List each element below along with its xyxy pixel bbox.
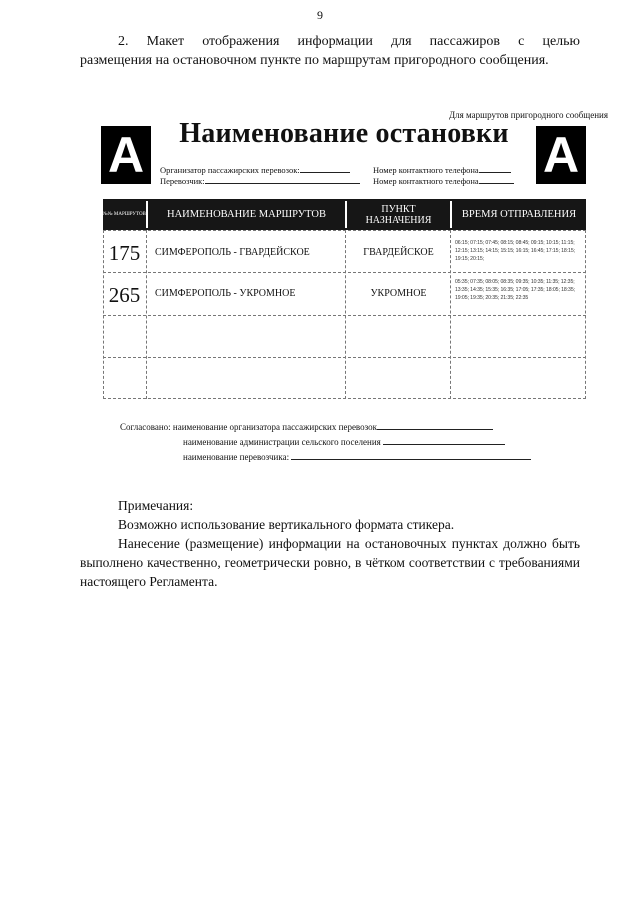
route-name: СИМФЕРОПОЛЬ - УКРОМНОЕ <box>155 288 296 299</box>
notes-paragraph-2: Нанесение (размещение) информации на остановочных пунктах должно быть выполнено качественно, геометрически ровно, в чётком соответствии с требованиями настоящего Регламента. <box>80 536 580 589</box>
organizer-blank <box>300 165 350 173</box>
route-table <box>103 199 586 399</box>
agreed-administration-blank <box>383 437 505 445</box>
notes <box>80 496 580 591</box>
agreed-organizer-blank <box>377 422 493 430</box>
agreed-administration: наименование администрации сельского поселения <box>183 437 381 447</box>
agreed-carrier: наименование перевозчика: <box>183 452 290 462</box>
organizer-line <box>160 165 350 175</box>
header-route-number: №№ МАРШРУТОВ <box>103 211 146 217</box>
stop-letter-left: A <box>101 126 151 184</box>
header-destination <box>347 199 450 230</box>
notes-title: Примечания: <box>118 498 194 513</box>
phone-label-1: Номер контактного телефона <box>373 165 479 175</box>
column-divider <box>146 230 147 399</box>
departure-times: 06:15; 07:15; 07:45; 08:15; 08:45; 09:15; 10:15; 11:15; 12:15; 13:15; 14:15; 15:15; 16:15; 16:45; 17:15; 18:15; 19:15; 20:15; <box>455 240 575 262</box>
agreed-organizer: наименование организатора пассажирских перевозок <box>172 422 377 432</box>
carrier-line <box>160 176 360 186</box>
carrier-blank <box>205 176 360 184</box>
stop-title: Наименование остановки <box>179 118 509 149</box>
section-heading-line-1: 2. Макет отображения информации для пассажиров с целью <box>118 34 580 49</box>
carrier-label: Перевозчик: <box>160 176 205 186</box>
column-divider <box>345 230 346 399</box>
organizer-label: Организатор пассажирских перевозок: <box>160 165 300 175</box>
column-divider <box>450 230 451 399</box>
section-heading <box>80 32 580 70</box>
route-name: СИМФЕРОПОЛЬ - ГВАРДЕЙСКОЕ <box>155 247 310 258</box>
agreed-line-1 <box>120 422 493 432</box>
agreed-line-2 <box>183 437 505 447</box>
phone-blank-2 <box>479 176 514 184</box>
header-route-name: НАИМЕНОВАНИЕ МАРШРУТОВ <box>166 209 327 220</box>
header-destination-line-2: НАЗНАЧЕНИЯ <box>365 214 432 226</box>
route-number: 265 <box>108 283 141 307</box>
route-number: 175 <box>108 241 141 265</box>
departure-times: 05:35; 07:35; 08:05; 08:35; 09:35; 10:35; 11:35; 12:35; 13:35; 14:35; 15:35; 16:35; 17:05; 17:35; 18:05; 18:35; 19:05; 19:35; 20:35; 21:35; 22:35 <box>455 279 575 301</box>
phone-line-1 <box>373 165 511 175</box>
agreed-line-3 <box>183 452 531 462</box>
phone-blank-1 <box>479 165 511 173</box>
phone-line-2 <box>373 176 514 186</box>
table-header <box>103 199 586 230</box>
route-type-note: Для маршрутов пригородного сообщения <box>449 110 608 120</box>
agreed-prefix: Согласовано: <box>120 422 171 432</box>
route-destination: ГВАРДЕЙСКОЕ <box>363 247 434 258</box>
agreed-carrier-blank <box>291 452 531 460</box>
phone-label-2: Номер контактного телефона <box>373 176 479 186</box>
route-destination: УКРОМНОЕ <box>370 288 427 299</box>
section-heading-line-2: размещения на остановочном пункте по маршрутам пригородного сообщения. <box>80 53 549 68</box>
notes-paragraph-1: Возможно использование вертикального формата стикера. <box>118 517 455 532</box>
column-divider <box>585 230 586 399</box>
page-number: 9 <box>317 8 323 22</box>
header-destination-line-1: ПУНКТ <box>381 203 416 215</box>
header-departure-time: ВРЕМЯ ОТПРАВЛЕНИЯ <box>461 209 577 220</box>
stop-letter-right: A <box>536 126 586 184</box>
